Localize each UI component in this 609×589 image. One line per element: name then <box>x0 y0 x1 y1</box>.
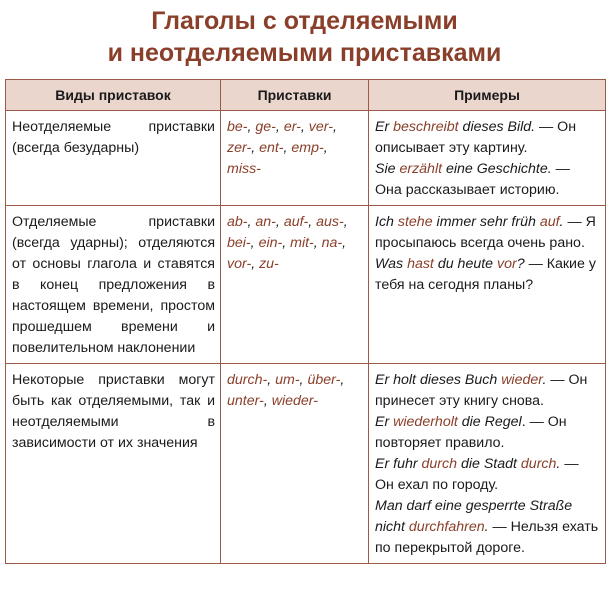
example-sentence: Man darf eine gesperrte Straße nicht durchfahren. — Нельзя ехать по перекрытой дороге. <box>375 498 599 556</box>
table-row <box>6 364 606 564</box>
prefix-item: miss- <box>227 161 261 177</box>
example-sentence: Was hast du heute vor? — Какие у тебя на сегодня планы? <box>375 256 596 293</box>
prefix-item: zer- <box>227 140 252 156</box>
examples-cell <box>369 206 606 364</box>
prefix-item: auf- <box>283 214 309 230</box>
prefix-item: an- <box>255 214 276 230</box>
prefix-item: durch- <box>227 372 268 388</box>
prefix-item: ge- <box>255 119 276 135</box>
example-sentence: Er wiederholt die Regel. — Он повторяет правило. <box>375 414 567 451</box>
prefix-item: emp- <box>291 140 324 156</box>
example-sentence: Er beschreibt dieses Bild. — Он описывает эту картину. <box>375 119 577 156</box>
prefix-item: ein- <box>258 235 283 251</box>
example-sentence: Er fuhr durch die Stadt durch. — Он ехал по городу. <box>375 456 579 493</box>
example-sentence: Ich stehe immer sehr früh auf. — Я просыпаюсь всегда очень рано. <box>375 214 596 251</box>
prefix-list-cell: be-, ge-, er-, ver-, zer-, ent-, emp-, miss- <box>221 111 369 206</box>
table-row <box>6 111 606 206</box>
prefix-item: er- <box>283 119 301 135</box>
examples-cell <box>369 111 606 206</box>
prefix-item: na- <box>321 235 343 251</box>
prefix-list-cell: durch-, um-, über-, unter-, wieder- <box>221 364 369 564</box>
prefix-item: bei- <box>227 235 251 251</box>
prefix-item: vor- <box>227 256 252 272</box>
prefix-type-cell: Отделяемые приставки (всегда ударны); отделяются от основы глагола и ставятся в конец предложения в настоящем времени, простом прошедшем времени и повелительном наклонении <box>6 206 221 364</box>
header-prefix-types: Виды приставок <box>6 80 221 111</box>
prefix-item: ab- <box>227 214 248 230</box>
header-examples: Примеры <box>369 80 606 111</box>
title-line-1: Глаголы с отделяемыми <box>151 7 458 35</box>
example-sentence: Er holt dieses Buch wieder. — Он принесет эту книгу снова. <box>375 372 588 409</box>
title-line-2: и неотделяемыми приставками <box>107 39 502 67</box>
prefix-item: ent- <box>259 140 284 156</box>
prefix-item: unter- <box>227 393 264 409</box>
prefix-type-cell: Некоторые приставки могут быть как отделяемыми, так и неотделяемыми в зависимости от их значения <box>6 364 221 564</box>
examples-cell <box>369 364 606 564</box>
prefix-item: zu- <box>259 256 279 272</box>
table-header-row <box>6 80 606 111</box>
prefix-list-cell: ab-, an-, auf-, aus-, bei-, ein-, mit-, na-, vor-, zu- <box>221 206 369 364</box>
page-title <box>0 5 609 71</box>
prefix-item: wieder- <box>271 393 318 409</box>
prefix-item: ver- <box>308 119 333 135</box>
header-prefixes: Приставки <box>221 80 369 111</box>
prefix-item: über- <box>307 372 341 388</box>
prefix-item: mit- <box>290 235 314 251</box>
example-sentence: Sie erzählt eine Geschichte. — Она рассказывает историю. <box>375 161 570 198</box>
table-row <box>6 206 606 364</box>
prefix-type-cell: Неотделяемые приставки (всегда безударны) <box>6 111 221 206</box>
prefix-table <box>5 79 606 564</box>
prefix-item: aus- <box>316 214 344 230</box>
prefix-item: be- <box>227 119 248 135</box>
prefix-item: um- <box>275 372 300 388</box>
